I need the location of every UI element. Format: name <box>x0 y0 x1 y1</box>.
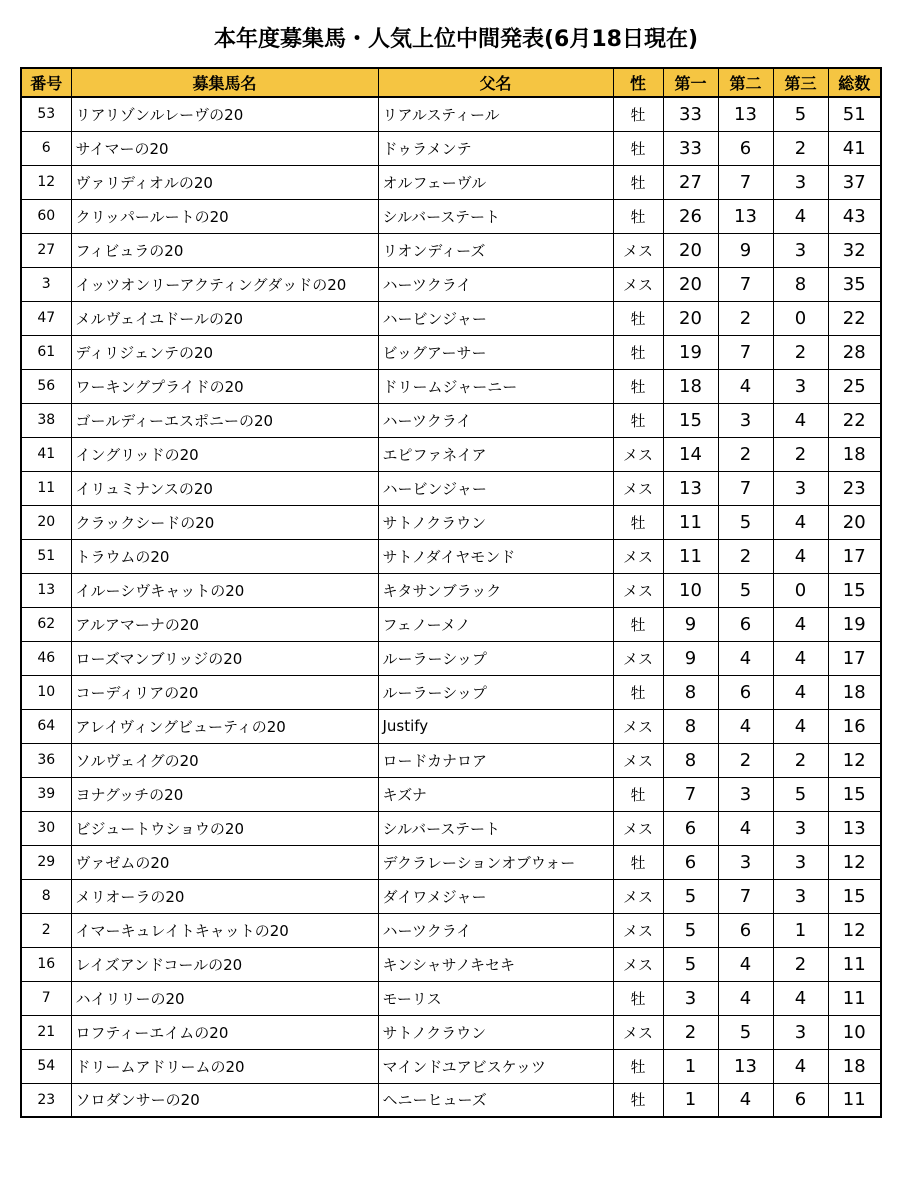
table-row <box>21 573 881 607</box>
cell-third-votes: 8 <box>773 267 828 301</box>
header-second: 第二 <box>718 68 773 97</box>
cell-first-votes: 11 <box>663 539 718 573</box>
cell-sex: メス <box>613 573 663 607</box>
cell-sire-name: ハーツクライ <box>378 913 613 947</box>
cell-horse-name: イマーキュレイトキャットの20 <box>71 913 378 947</box>
cell-horse-name: ハイリリーの20 <box>71 981 378 1015</box>
cell-no: 13 <box>21 573 71 607</box>
cell-sire-name: リアルスティール <box>378 97 613 131</box>
cell-no: 11 <box>21 471 71 505</box>
cell-total-votes: 12 <box>828 913 881 947</box>
cell-total-votes: 51 <box>828 97 881 131</box>
table-row <box>21 233 881 267</box>
cell-total-votes: 18 <box>828 675 881 709</box>
cell-first-votes: 9 <box>663 641 718 675</box>
cell-horse-name: イングリッドの20 <box>71 437 378 471</box>
cell-no: 6 <box>21 131 71 165</box>
cell-no: 54 <box>21 1049 71 1083</box>
cell-total-votes: 43 <box>828 199 881 233</box>
cell-third-votes: 3 <box>773 879 828 913</box>
cell-total-votes: 15 <box>828 879 881 913</box>
cell-sex: 牡 <box>613 369 663 403</box>
cell-sex: 牡 <box>613 131 663 165</box>
cell-first-votes: 1 <box>663 1049 718 1083</box>
cell-first-votes: 27 <box>663 165 718 199</box>
cell-sire-name: エピファネイア <box>378 437 613 471</box>
cell-sire-name: サトノクラウン <box>378 505 613 539</box>
cell-first-votes: 3 <box>663 981 718 1015</box>
cell-first-votes: 6 <box>663 811 718 845</box>
cell-second-votes: 7 <box>718 335 773 369</box>
cell-no: 12 <box>21 165 71 199</box>
cell-horse-name: クラックシードの20 <box>71 505 378 539</box>
cell-horse-name: コーディリアの20 <box>71 675 378 709</box>
cell-total-votes: 11 <box>828 981 881 1015</box>
cell-sire-name: オルフェーヴル <box>378 165 613 199</box>
table-row <box>21 879 881 913</box>
cell-horse-name: サイマーの20 <box>71 131 378 165</box>
cell-total-votes: 28 <box>828 335 881 369</box>
cell-sex: 牡 <box>613 675 663 709</box>
cell-second-votes: 4 <box>718 1083 773 1117</box>
cell-second-votes: 13 <box>718 97 773 131</box>
cell-third-votes: 4 <box>773 709 828 743</box>
cell-total-votes: 16 <box>828 709 881 743</box>
cell-horse-name: イリュミナンスの20 <box>71 471 378 505</box>
cell-third-votes: 3 <box>773 471 828 505</box>
cell-first-votes: 18 <box>663 369 718 403</box>
cell-horse-name: ヴァリディオルの20 <box>71 165 378 199</box>
cell-second-votes: 6 <box>718 131 773 165</box>
cell-sire-name: ロードカナロア <box>378 743 613 777</box>
cell-no: 51 <box>21 539 71 573</box>
cell-second-votes: 4 <box>718 709 773 743</box>
cell-first-votes: 20 <box>663 233 718 267</box>
table-row <box>21 267 881 301</box>
cell-first-votes: 6 <box>663 845 718 879</box>
cell-sex: メス <box>613 437 663 471</box>
cell-second-votes: 6 <box>718 675 773 709</box>
cell-horse-name: アルアマーナの20 <box>71 607 378 641</box>
cell-second-votes: 2 <box>718 539 773 573</box>
cell-third-votes: 5 <box>773 777 828 811</box>
cell-second-votes: 4 <box>718 947 773 981</box>
cell-first-votes: 20 <box>663 301 718 335</box>
cell-sex: 牡 <box>613 1083 663 1117</box>
cell-horse-name: メルヴェイユドールの20 <box>71 301 378 335</box>
cell-second-votes: 7 <box>718 471 773 505</box>
cell-sire-name: ハーツクライ <box>378 267 613 301</box>
cell-sex: メス <box>613 233 663 267</box>
cell-no: 47 <box>21 301 71 335</box>
cell-sire-name: ドリームジャーニー <box>378 369 613 403</box>
cell-second-votes: 5 <box>718 573 773 607</box>
cell-sex: 牡 <box>613 97 663 131</box>
cell-second-votes: 3 <box>718 845 773 879</box>
cell-total-votes: 17 <box>828 539 881 573</box>
cell-no: 53 <box>21 97 71 131</box>
table-body <box>21 97 881 1117</box>
cell-third-votes: 3 <box>773 811 828 845</box>
cell-sex: メス <box>613 947 663 981</box>
cell-first-votes: 19 <box>663 335 718 369</box>
cell-third-votes: 1 <box>773 913 828 947</box>
cell-horse-name: トラウムの20 <box>71 539 378 573</box>
cell-first-votes: 14 <box>663 437 718 471</box>
cell-first-votes: 5 <box>663 947 718 981</box>
table-row <box>21 913 881 947</box>
cell-no: 20 <box>21 505 71 539</box>
table-row <box>21 743 881 777</box>
cell-horse-name: ソルヴェイグの20 <box>71 743 378 777</box>
cell-first-votes: 5 <box>663 913 718 947</box>
table-row <box>21 947 881 981</box>
cell-sex: 牡 <box>613 505 663 539</box>
cell-horse-name: リアリゾンルレーヴの20 <box>71 97 378 131</box>
cell-sire-name: ドゥラメンテ <box>378 131 613 165</box>
cell-no: 64 <box>21 709 71 743</box>
table-row <box>21 369 881 403</box>
cell-second-votes: 6 <box>718 913 773 947</box>
table-row <box>21 301 881 335</box>
cell-first-votes: 10 <box>663 573 718 607</box>
table-row <box>21 539 881 573</box>
cell-second-votes: 2 <box>718 437 773 471</box>
cell-sire-name: サトノダイヤモンド <box>378 539 613 573</box>
table-row <box>21 607 881 641</box>
header-sire: 父名 <box>378 68 613 97</box>
cell-first-votes: 7 <box>663 777 718 811</box>
cell-no: 29 <box>21 845 71 879</box>
cell-sex: メス <box>613 1015 663 1049</box>
cell-third-votes: 0 <box>773 573 828 607</box>
page-title: 本年度募集馬・人気上位中間発表(6月18日現在) <box>213 27 699 52</box>
cell-third-votes: 4 <box>773 539 828 573</box>
cell-second-votes: 4 <box>718 811 773 845</box>
cell-no: 7 <box>21 981 71 1015</box>
cell-second-votes: 3 <box>718 403 773 437</box>
header-sex: 性 <box>613 68 663 97</box>
cell-no: 46 <box>21 641 71 675</box>
cell-first-votes: 15 <box>663 403 718 437</box>
cell-first-votes: 8 <box>663 743 718 777</box>
table-row <box>21 335 881 369</box>
cell-sire-name: リオンディーズ <box>378 233 613 267</box>
cell-sex: 牡 <box>613 199 663 233</box>
cell-no: 62 <box>21 607 71 641</box>
cell-horse-name: メリオーラの20 <box>71 879 378 913</box>
cell-no: 56 <box>21 369 71 403</box>
cell-total-votes: 25 <box>828 369 881 403</box>
table-row <box>21 1015 881 1049</box>
cell-third-votes: 5 <box>773 97 828 131</box>
table-row <box>21 1049 881 1083</box>
cell-sire-name: モーリス <box>378 981 613 1015</box>
popularity-table <box>20 67 882 1118</box>
table-row <box>21 777 881 811</box>
cell-no: 39 <box>21 777 71 811</box>
cell-sire-name: デクラレーションオブウォー <box>378 845 613 879</box>
table-row <box>21 811 881 845</box>
cell-third-votes: 4 <box>773 505 828 539</box>
cell-first-votes: 33 <box>663 97 718 131</box>
cell-sex: 牡 <box>613 301 663 335</box>
cell-sire-name: ルーラーシップ <box>378 641 613 675</box>
cell-no: 60 <box>21 199 71 233</box>
cell-sire-name: ハービンジャー <box>378 301 613 335</box>
cell-second-votes: 13 <box>718 1049 773 1083</box>
cell-third-votes: 4 <box>773 675 828 709</box>
table-row <box>21 709 881 743</box>
cell-sire-name: キタサンブラック <box>378 573 613 607</box>
cell-third-votes: 3 <box>773 845 828 879</box>
cell-sex: 牡 <box>613 981 663 1015</box>
cell-third-votes: 2 <box>773 947 828 981</box>
cell-total-votes: 37 <box>828 165 881 199</box>
cell-no: 21 <box>21 1015 71 1049</box>
cell-first-votes: 5 <box>663 879 718 913</box>
cell-first-votes: 2 <box>663 1015 718 1049</box>
cell-second-votes: 6 <box>718 607 773 641</box>
table-row <box>21 97 881 131</box>
cell-third-votes: 2 <box>773 743 828 777</box>
cell-third-votes: 4 <box>773 1049 828 1083</box>
cell-no: 36 <box>21 743 71 777</box>
cell-first-votes: 8 <box>663 675 718 709</box>
cell-horse-name: レイズアンドコールの20 <box>71 947 378 981</box>
cell-horse-name: イルーシヴキャットの20 <box>71 573 378 607</box>
cell-sex: メス <box>613 913 663 947</box>
cell-sire-name: Justify <box>378 709 613 743</box>
cell-horse-name: アレイヴィングビューティの20 <box>71 709 378 743</box>
cell-sex: 牡 <box>613 403 663 437</box>
cell-sex: メス <box>613 743 663 777</box>
cell-horse-name: ワーキングプライドの20 <box>71 369 378 403</box>
cell-sire-name: ダイワメジャー <box>378 879 613 913</box>
cell-sire-name: フェノーメノ <box>378 607 613 641</box>
cell-sex: 牡 <box>613 845 663 879</box>
cell-third-votes: 4 <box>773 981 828 1015</box>
cell-sex: メス <box>613 471 663 505</box>
cell-sex: メス <box>613 539 663 573</box>
cell-horse-name: ディリジェンテの20 <box>71 335 378 369</box>
cell-second-votes: 5 <box>718 505 773 539</box>
cell-first-votes: 11 <box>663 505 718 539</box>
cell-horse-name: ソロダンサーの20 <box>71 1083 378 1117</box>
cell-third-votes: 3 <box>773 165 828 199</box>
cell-third-votes: 3 <box>773 233 828 267</box>
cell-second-votes: 5 <box>718 1015 773 1049</box>
table-row <box>21 165 881 199</box>
table-row <box>21 505 881 539</box>
cell-horse-name: ヴァゼムの20 <box>71 845 378 879</box>
cell-sex: メス <box>613 811 663 845</box>
table-row <box>21 845 881 879</box>
cell-first-votes: 8 <box>663 709 718 743</box>
cell-third-votes: 4 <box>773 607 828 641</box>
cell-total-votes: 41 <box>828 131 881 165</box>
cell-second-votes: 13 <box>718 199 773 233</box>
cell-sire-name: ヘニーヒューズ <box>378 1083 613 1117</box>
cell-first-votes: 9 <box>663 607 718 641</box>
cell-horse-name: ゴールディーエスポニーの20 <box>71 403 378 437</box>
cell-no: 23 <box>21 1083 71 1117</box>
cell-sex: 牡 <box>613 335 663 369</box>
cell-third-votes: 4 <box>773 199 828 233</box>
cell-total-votes: 23 <box>828 471 881 505</box>
cell-first-votes: 13 <box>663 471 718 505</box>
header-no: 番号 <box>21 68 71 97</box>
cell-third-votes: 6 <box>773 1083 828 1117</box>
cell-first-votes: 26 <box>663 199 718 233</box>
table-row <box>21 981 881 1015</box>
cell-second-votes: 7 <box>718 879 773 913</box>
header-horse: 募集馬名 <box>71 68 378 97</box>
cell-horse-name: イッツオンリーアクティングダッドの20 <box>71 267 378 301</box>
cell-third-votes: 2 <box>773 437 828 471</box>
cell-total-votes: 15 <box>828 777 881 811</box>
cell-third-votes: 3 <box>773 1015 828 1049</box>
cell-total-votes: 10 <box>828 1015 881 1049</box>
cell-no: 61 <box>21 335 71 369</box>
cell-horse-name: ローズマンブリッジの20 <box>71 641 378 675</box>
cell-second-votes: 9 <box>718 233 773 267</box>
cell-no: 16 <box>21 947 71 981</box>
cell-second-votes: 7 <box>718 267 773 301</box>
cell-second-votes: 3 <box>718 777 773 811</box>
cell-total-votes: 22 <box>828 403 881 437</box>
header-third: 第三 <box>773 68 828 97</box>
cell-second-votes: 2 <box>718 743 773 777</box>
table-row <box>21 675 881 709</box>
cell-total-votes: 11 <box>828 1083 881 1117</box>
cell-no: 8 <box>21 879 71 913</box>
cell-first-votes: 33 <box>663 131 718 165</box>
cell-total-votes: 32 <box>828 233 881 267</box>
cell-horse-name: フィビュラの20 <box>71 233 378 267</box>
cell-total-votes: 19 <box>828 607 881 641</box>
table-row <box>21 1083 881 1117</box>
table-row <box>21 131 881 165</box>
cell-total-votes: 12 <box>828 845 881 879</box>
cell-no: 30 <box>21 811 71 845</box>
cell-horse-name: ビジュートウショウの20 <box>71 811 378 845</box>
cell-sire-name: サトノクラウン <box>378 1015 613 1049</box>
cell-second-votes: 4 <box>718 369 773 403</box>
cell-total-votes: 22 <box>828 301 881 335</box>
header-first: 第一 <box>663 68 718 97</box>
cell-first-votes: 1 <box>663 1083 718 1117</box>
cell-sex: メス <box>613 879 663 913</box>
cell-total-votes: 15 <box>828 573 881 607</box>
table-row <box>21 471 881 505</box>
cell-total-votes: 11 <box>828 947 881 981</box>
table-row <box>21 403 881 437</box>
cell-no: 27 <box>21 233 71 267</box>
cell-sex: 牡 <box>613 165 663 199</box>
cell-total-votes: 35 <box>828 267 881 301</box>
cell-sire-name: シルバーステート <box>378 811 613 845</box>
cell-third-votes: 0 <box>773 301 828 335</box>
cell-sire-name: ビッグアーサー <box>378 335 613 369</box>
cell-sire-name: ハービンジャー <box>378 471 613 505</box>
cell-sex: 牡 <box>613 607 663 641</box>
cell-third-votes: 4 <box>773 641 828 675</box>
table-row <box>21 641 881 675</box>
table-row <box>21 199 881 233</box>
cell-sire-name: ルーラーシップ <box>378 675 613 709</box>
cell-second-votes: 4 <box>718 641 773 675</box>
cell-third-votes: 3 <box>773 369 828 403</box>
cell-total-votes: 17 <box>828 641 881 675</box>
cell-no: 41 <box>21 437 71 471</box>
table-header-row <box>21 68 881 97</box>
cell-total-votes: 12 <box>828 743 881 777</box>
cell-sire-name: キンシャサノキセキ <box>378 947 613 981</box>
cell-no: 38 <box>21 403 71 437</box>
cell-second-votes: 4 <box>718 981 773 1015</box>
cell-sex: 牡 <box>613 1049 663 1083</box>
cell-horse-name: クリッパールートの20 <box>71 199 378 233</box>
cell-sire-name: マインドユアビスケッツ <box>378 1049 613 1083</box>
cell-sire-name: シルバーステート <box>378 199 613 233</box>
cell-no: 10 <box>21 675 71 709</box>
cell-horse-name: ドリームアドリームの20 <box>71 1049 378 1083</box>
cell-horse-name: ロフティーエイムの20 <box>71 1015 378 1049</box>
cell-horse-name: ヨナグッチの20 <box>71 777 378 811</box>
cell-total-votes: 20 <box>828 505 881 539</box>
cell-second-votes: 2 <box>718 301 773 335</box>
cell-no: 3 <box>21 267 71 301</box>
cell-sire-name: キズナ <box>378 777 613 811</box>
cell-total-votes: 18 <box>828 437 881 471</box>
cell-total-votes: 18 <box>828 1049 881 1083</box>
cell-third-votes: 4 <box>773 403 828 437</box>
header-total: 総数 <box>828 68 881 97</box>
cell-first-votes: 20 <box>663 267 718 301</box>
cell-total-votes: 13 <box>828 811 881 845</box>
cell-sex: メス <box>613 267 663 301</box>
cell-no: 2 <box>21 913 71 947</box>
cell-sex: メス <box>613 709 663 743</box>
cell-sire-name: ハーツクライ <box>378 403 613 437</box>
cell-second-votes: 7 <box>718 165 773 199</box>
cell-third-votes: 2 <box>773 335 828 369</box>
cell-sex: メス <box>613 641 663 675</box>
cell-third-votes: 2 <box>773 131 828 165</box>
table-row <box>21 437 881 471</box>
cell-sex: 牡 <box>613 777 663 811</box>
